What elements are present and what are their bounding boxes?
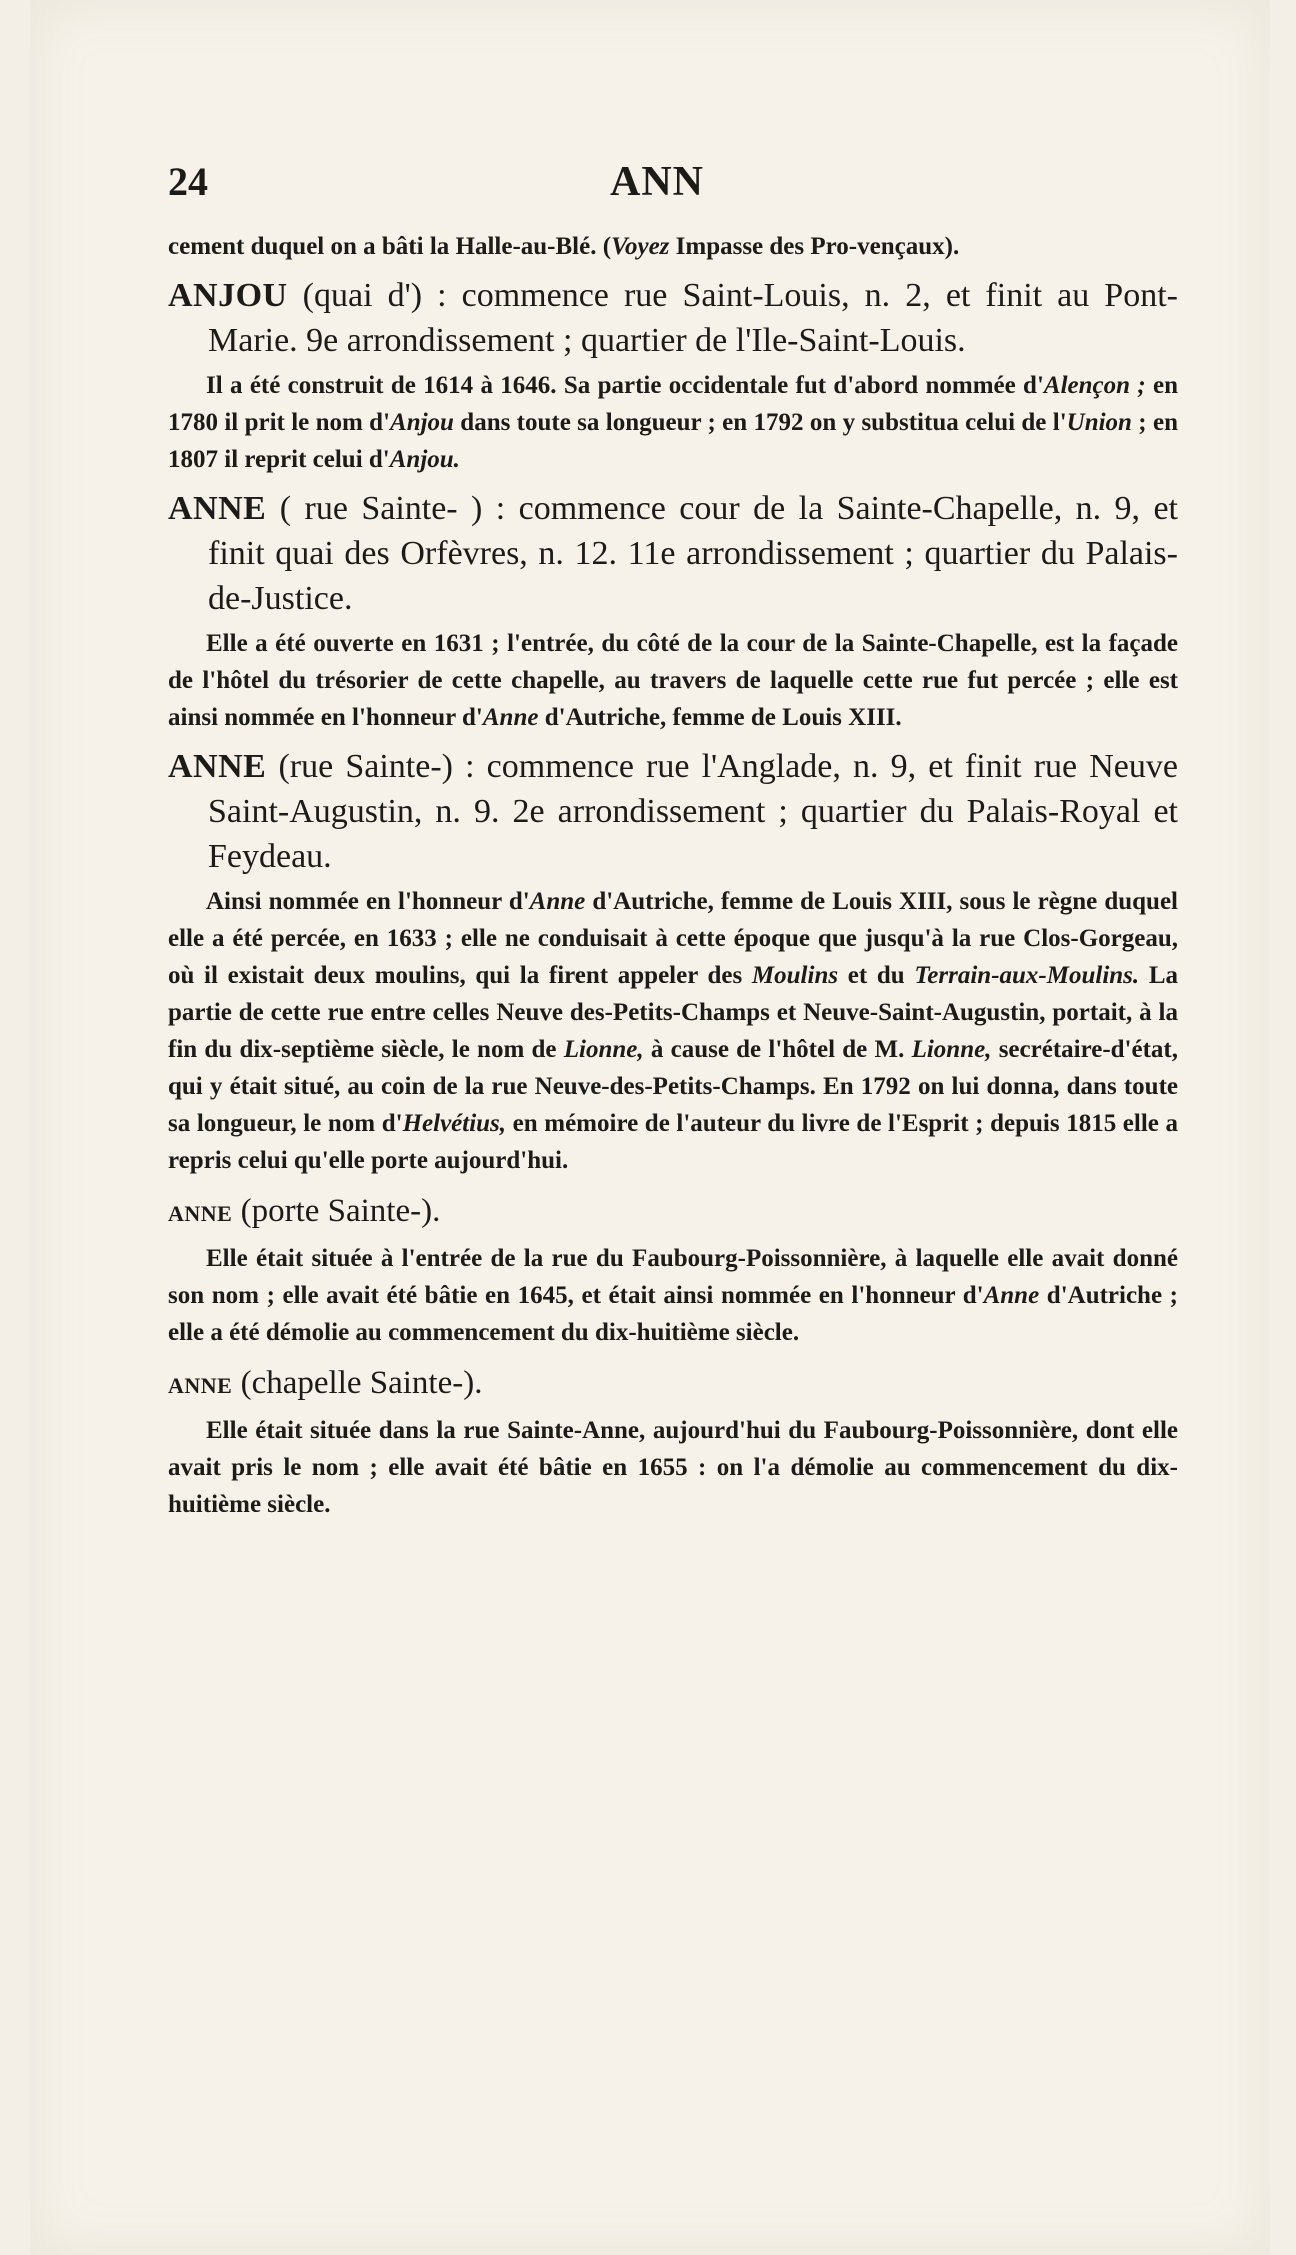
- body-text: à cause de l'hôtel de M.: [643, 1036, 912, 1063]
- body-text: d'Autriche, femme de Louis XIII.: [538, 704, 902, 731]
- body-text: La partie de cette rue entre celles Neuve des-Petits-Champs et Neuve-Saint-Augustin, portait, à la fin du dix-septième siècle, le nom de: [168, 962, 1178, 1063]
- entry-anne-porte-heading: [168, 1189, 1178, 1236]
- name-lionne: Lionne,: [911, 1036, 992, 1063]
- body-text: dans toute sa longueur ; en 1792 on y substitua celui de l': [453, 409, 1067, 436]
- entry-head-text: (rue Sainte-) : commence rue l'Anglade, n. 9, et finit rue Neuve Saint-Augustin, n. 9. 2e arrondissement ; quartier du Palais-Royal et Feydeau.: [208, 748, 1178, 875]
- entry-keyword: ANNE: [168, 748, 267, 785]
- body-text: en mémoire de l'auteur du livre de l'Esprit ; depuis 1815 elle a repris celui qu'elle porte aujourd'hui.: [168, 1110, 1178, 1174]
- name-anne: Anne: [482, 704, 539, 731]
- entry-keyword: ANJOU: [168, 277, 288, 314]
- name-terrain: Terrain-aux-Moulins.: [914, 962, 1140, 989]
- entry-head-text: (chapelle Sainte-).: [232, 1365, 483, 1401]
- entry-keyword: ANNE: [168, 490, 267, 527]
- name-anjou: Anjou: [390, 409, 454, 436]
- name-lionne: Lionne,: [563, 1036, 644, 1063]
- entry-anne-chapelle-body: [168, 625, 1178, 736]
- entry-anne-chapelle-heading: [168, 486, 1178, 621]
- running-head: ANN: [610, 159, 704, 205]
- body-text: d'Autriche ; elle a été démolie au commencement du dix-huitième siècle.: [168, 1282, 1178, 1346]
- body-text: Il a été construit de 1614 à 1646. Sa partie occidentale fut d'abord nommée d': [206, 372, 1044, 399]
- page-number: 24: [168, 159, 208, 204]
- entry-head-text: (quai d') : commence rue Saint-Louis, n. 2, et finit au Pont-Marie. 9e arrondissement ; quartier de l'Ile-Saint-Louis.: [208, 277, 1178, 359]
- name-alencon: Alençon ;: [1043, 372, 1146, 399]
- body-text: et du: [838, 962, 915, 989]
- entry-keyword: ANNE: [168, 1373, 233, 1398]
- entry-anne-anglade-body: [168, 883, 1178, 1179]
- body-text: ; en 1807 il reprit celui d': [168, 409, 1178, 473]
- intro-paragraph: [168, 228, 1178, 265]
- name-anjou: Anjou.: [389, 446, 460, 473]
- intro-text: cement duquel on a bâti la Halle-au-Blé. (: [168, 233, 612, 260]
- entry-keyword: ANNE: [168, 1201, 233, 1226]
- name-union: Union: [1066, 409, 1132, 436]
- entry-anjou-heading: [168, 273, 1178, 363]
- body-text: d'Autriche, femme de Louis XIII, sous le règne duquel elle a été percée, en 1633 ; elle ne conduisait à cette époque que jusqu'à la rue Clos-Gorgeau, où il existait deux moulins, qui la firent appeler des: [168, 888, 1178, 989]
- body-text: en 1780 il prit le nom d': [168, 372, 1178, 436]
- page-header: [168, 158, 1178, 205]
- name-anne: Anne: [529, 888, 586, 915]
- name-moulins: Moulins: [751, 962, 839, 989]
- entry-anne-anglade-heading: [168, 744, 1178, 879]
- entry-anne-porte-body: [168, 1240, 1178, 1351]
- body-text: secrétaire-d'état, qui y était situé, au coin de la rue Neuve-des-Petits-Champs. En 1792 on lui donna, dans toute sa longueur, le nom d': [168, 1036, 1178, 1137]
- entry-head-text: ( rue Sainte- ) : commence cour de la Sainte-Chapelle, n. 9, et finit quai des Orfèvres, n. 12. 11e arrondissement ; quartier du Palais-de-Justice.: [208, 490, 1178, 617]
- intro-voyez: Voyez: [611, 233, 670, 260]
- body-text: Ainsi nommée en l'honneur d': [206, 888, 530, 915]
- name-anne: Anne: [983, 1282, 1040, 1309]
- entry-anjou-body: [168, 367, 1178, 478]
- intro-text-end: Impasse des Pro-vençaux).: [669, 233, 960, 260]
- name-helvetius: Helvétius,: [402, 1110, 507, 1137]
- body-text: Elle a été ouverte en 1631 ; l'entrée, du côté de la cour de la Sainte-Chapelle, est la façade de l'hôtel du trésorier de cette chapelle, au travers de laquelle cette rue fut percée ; elle est ainsi nommée en l'honneur d': [168, 630, 1178, 731]
- entry-anne-chapelle-sainte-body: Elle était située dans la rue Sainte-Anne, aujourd'hui du Faubourg-Poissonnière, dont elle avait pris le nom ; elle avait été bâtie en 1655 : on l'a démolie au commencement du dix-huitième siècle.: [168, 1417, 1178, 1518]
- entry-anne-chapelle-sainte-heading: [168, 1361, 1178, 1408]
- body-text: Elle était située à l'entrée de la rue du Faubourg-Poissonnière, à laquelle elle avait donné son nom ; elle avait été bâtie en 1645, et était ainsi nommée en l'honneur d': [168, 1245, 1178, 1309]
- entry-head-text: (porte Sainte-).: [232, 1193, 441, 1229]
- page-content: [168, 228, 1178, 1523]
